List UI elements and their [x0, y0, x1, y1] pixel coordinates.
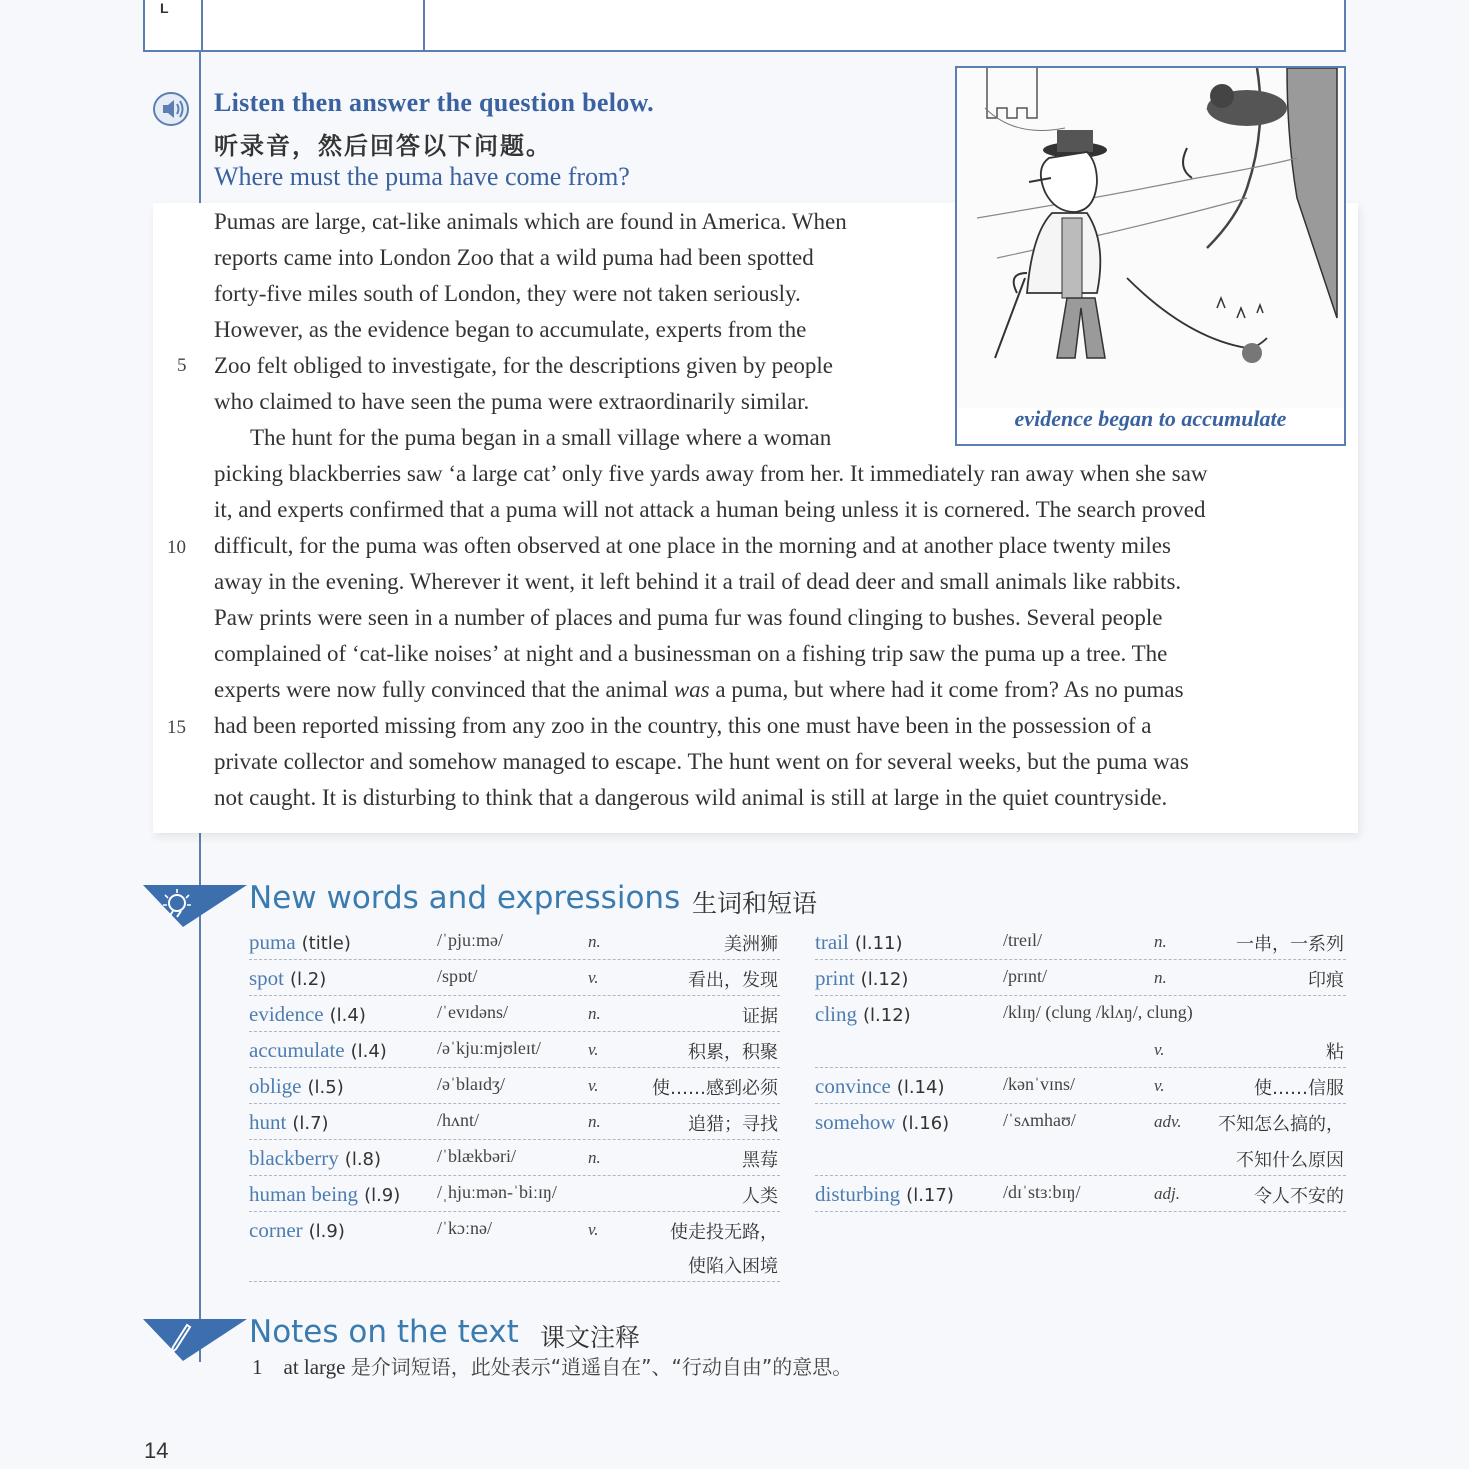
passage-line: complained of ‘cat-like noises’ at night and a businessman on a fishing trip saw the puma up a tree. The — [214, 641, 1168, 666]
vocab-row — [249, 1212, 780, 1247]
vocab-word: spot (l.2) — [249, 966, 327, 990]
vocab-meaning: 使……信服 — [1254, 1078, 1344, 1099]
passage-text: experts were now fully convinced that the animal — [214, 677, 674, 702]
listening-question: Where must the puma have come from? — [214, 162, 630, 191]
line-number: 15 — [167, 717, 186, 738]
passage-line: However, as the evidence began to accumulate, experts from the — [214, 317, 807, 342]
pen-icon — [143, 1317, 247, 1368]
vocab-row — [815, 996, 1346, 1031]
listen-heading-cn: 听录音，然后回答以下问题。 — [214, 132, 552, 160]
vocab-pos: v. — [1154, 1040, 1165, 1059]
passage-line: difficult, for the puma was often observed at one place in the morning and at another place twenty miles — [214, 533, 1171, 558]
note-item — [252, 1351, 852, 1380]
vocab-phonetic: /ˈkɔːnə/ — [437, 1218, 492, 1238]
passage-line: Paw prints were seen in a number of places and puma fur was found clinging to bushes. Several people — [214, 605, 1163, 630]
vocab-meaning: 追猎；寻找 — [688, 1114, 778, 1135]
vocab-pos: adv. — [1154, 1112, 1182, 1131]
vocab-word: disturbing (l.17) — [815, 1182, 954, 1206]
vocab-phonetic: /dɪˈstɜːbɪŋ/ — [1003, 1182, 1081, 1202]
vocab-row — [249, 1068, 780, 1104]
vocab-phonetic: /spɒt/ — [437, 966, 478, 986]
vocab-row — [249, 924, 780, 960]
note-text: 是介词短语，此处表示“逍遥自在”、“行动自由”的意思。 — [350, 1355, 853, 1379]
vocab-word: human being (l.9) — [249, 1182, 401, 1206]
vocab-phonetic: /əˈkjuːmjʊleɪt/ — [437, 1038, 541, 1058]
vocab-meaning: 印痕 — [1308, 970, 1344, 991]
passage-line: Zoo felt obliged to investigate, for the descriptions given by people — [214, 353, 833, 378]
vocab-title-cn: 生词和短语 — [692, 889, 818, 918]
passage-line — [214, 672, 1184, 708]
vocab-phonetic: /ˈpjuːmə/ — [437, 930, 503, 950]
header-divider — [423, 0, 425, 50]
vocab-meaning: 黑莓 — [742, 1150, 778, 1171]
vocab-row — [249, 996, 780, 1032]
illustration-caption: evidence began to accumulate — [1014, 406, 1287, 431]
vocab-phonetic: /treɪl/ — [1003, 930, 1042, 950]
vocab-meaning: 使走投无路， — [670, 1222, 778, 1243]
passage-line: private collector and somehow managed to escape. The hunt went on for several weeks, but the puma was — [214, 749, 1189, 774]
vocab-row — [249, 1104, 780, 1140]
vocab-phonetic: /prɪnt/ — [1003, 966, 1047, 986]
passage-line: picking blackberries saw ‘a large cat’ only five yards away from her. It immediately ran away when she saw — [214, 461, 1208, 486]
speaker-icon[interactable] — [153, 92, 189, 126]
vocab-meaning: 积累，积聚 — [688, 1042, 778, 1063]
notes-title: Notes on the text — [249, 1314, 519, 1350]
vocab-word: somehow (l.16) — [815, 1110, 950, 1134]
vocab-word: cling (l.12) — [815, 1002, 911, 1026]
vocab-meaning: 使……感到必须 — [652, 1078, 778, 1099]
vocab-word: convince (l.14) — [815, 1074, 945, 1098]
cartoon-illustration — [955, 66, 1346, 446]
passage-text: a puma, but where had it come from? As no pumas — [709, 677, 1184, 702]
vocab-pos: n. — [588, 1148, 601, 1167]
vocab-phonetic: /kənˈvɪns/ — [1003, 1074, 1075, 1094]
vocab-meaning: 一串，一系列 — [1236, 934, 1344, 955]
vocab-meaning: 证据 — [742, 1006, 778, 1027]
vocab-row — [249, 1176, 780, 1212]
vocab-pos: v. — [588, 1076, 599, 1095]
vocab-word: trail (l.11) — [815, 930, 903, 954]
page-number: 14 — [144, 1438, 169, 1463]
vocab-phonetic: /hʌnt/ — [437, 1110, 480, 1130]
vocab-word: oblige (l.5) — [249, 1074, 344, 1098]
vocab-phonetic: /ˌhjuːmən-ˈbiːɪŋ/ — [437, 1182, 557, 1202]
vocab-meaning: 粘 — [1326, 1042, 1344, 1063]
vocab-phonetic: /ˈevɪdəns/ — [437, 1002, 508, 1022]
vocab-meaning: 人类 — [742, 1186, 778, 1207]
vocab-pos: v. — [588, 968, 599, 987]
passage-line: had been reported missing from any zoo in the country, this one must have been in the possession of a — [214, 713, 1152, 738]
passage-line: reports came into London Zoo that a wild puma had been spotted — [214, 245, 814, 270]
listen-heading: Listen then answer the question below. — [214, 88, 654, 117]
vocab-meaning: 美洲狮 — [724, 934, 778, 955]
vocab-row — [249, 960, 780, 996]
vocab-meaning: 令人不安的 — [1254, 1186, 1344, 1207]
header-divider — [201, 0, 203, 50]
vocab-pos: n. — [1154, 968, 1167, 987]
vocab-meaning: 不知怎么搞的， — [1218, 1114, 1344, 1135]
vocab-pos: n. — [1154, 932, 1167, 951]
vocab-pos: n. — [588, 1112, 601, 1131]
passage-line: Pumas are large, cat-like animals which are found in America. When — [214, 209, 847, 234]
lightbulb-icon — [143, 883, 247, 934]
vocab-word: blackberry (l.8) — [249, 1146, 382, 1170]
vocab-word: accumulate (l.4) — [249, 1038, 387, 1062]
vocab-word: puma (title) — [249, 930, 351, 954]
vocab-title: New words and expressions — [249, 880, 681, 916]
vocab-row — [815, 1104, 1346, 1139]
vocab-pos: v. — [588, 1220, 599, 1239]
passage-line: it, and experts confirmed that a puma will not attack a human being unless it is cornered. The search proved — [214, 497, 1206, 522]
vocab-word: corner (l.9) — [249, 1218, 345, 1242]
vocab-word: print (l.12) — [815, 966, 909, 990]
vocab-row — [815, 960, 1346, 996]
vocab-phonetic: /ˈblækbəri/ — [437, 1146, 516, 1166]
note-term: at large — [283, 1355, 346, 1379]
vocab-phonetic: /ˈsʌmhaʊ/ — [1003, 1110, 1076, 1130]
vocab-pos: v. — [588, 1040, 599, 1059]
notes-title-cn: 课文注释 — [540, 1323, 641, 1352]
vocab-word: hunt (l.7) — [249, 1110, 329, 1134]
vocab-phonetic: /əˈblaɪdʒ/ — [437, 1074, 505, 1094]
vocab-meaning: 使陷入困境 — [688, 1256, 778, 1277]
passage-emphasis: was — [673, 677, 710, 702]
vocab-pos: n. — [588, 932, 601, 951]
vocab-row — [815, 1176, 1346, 1212]
vocab-meaning: 看出，发现 — [688, 970, 778, 991]
passage-line: not caught. It is disturbing to think that a dangerous wild animal is still at large in the quiet countryside. — [214, 785, 1168, 810]
vocab-pos: v. — [1154, 1076, 1165, 1095]
vocab-meaning: 不知什么原因 — [1236, 1150, 1344, 1171]
vocab-row — [249, 1246, 780, 1282]
line-number: 5 — [177, 355, 187, 376]
vocab-pos: n. — [588, 1004, 601, 1023]
vocab-row — [249, 1140, 780, 1176]
note-number: 1 — [252, 1355, 263, 1379]
vocab-row — [249, 1032, 780, 1068]
passage-line: The hunt for the puma began in a small village where a woman — [250, 425, 832, 450]
line-number: 10 — [167, 537, 186, 558]
passage-line: who claimed to have seen the puma were extraordinarily similar. — [214, 389, 810, 414]
vocab-row — [815, 924, 1346, 960]
vocab-word: evidence (l.4) — [249, 1002, 366, 1026]
vocab-phonetic: /klɪŋ/ (clung /klʌŋ/, clung) — [1003, 1002, 1193, 1022]
vocab-row — [815, 1068, 1346, 1104]
vocab-pos: adj. — [1154, 1184, 1180, 1203]
vocab-row — [815, 1032, 1346, 1068]
passage-line: away in the evening. Wherever it went, it left behind it a trail of dead deer and small animals like rabbits. — [214, 569, 1182, 594]
lesson-header-box — [143, 0, 1346, 52]
lesson-mark: L — [160, 0, 169, 16]
passage-line: forty-five miles south of London, they were not taken seriously. — [214, 281, 801, 306]
vocab-row — [815, 1140, 1346, 1176]
